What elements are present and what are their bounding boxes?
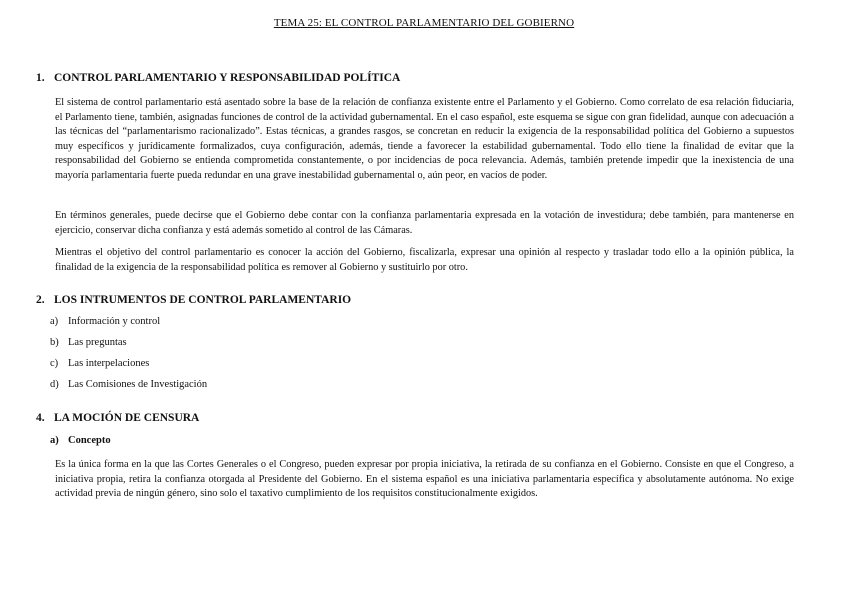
section-1-paragraph-3: Mientras el objetivo del control parlamentario es conocer la acción del Gobierno, fiscalizarla, expresar una opinión al respecto y trasladar todo ello a la opinión pública, la finalidad de la exigencia de la responsabilidad política es remover al Gobierno y sustituirlo por otro. [55, 247, 794, 273]
instruments-list [50, 315, 207, 399]
section-4-heading [36, 412, 199, 424]
list-item-text: Las preguntas [68, 337, 127, 348]
subsection-title: Concepto [68, 435, 111, 446]
list-item-text: Información y control [68, 316, 161, 327]
section-1-number: 1. [36, 72, 45, 84]
section-1-title: CONTROL PARLAMENTARIO Y RESPONSABILIDAD POLÍTICA [54, 72, 401, 84]
list-item [50, 315, 207, 336]
document-title: TEMA 25: EL CONTROL PARLAMENTARIO DEL GOBIERNO [273, 17, 575, 29]
section-4-title: LA MOCIÓN DE CENSURA [54, 412, 200, 424]
list-item-text: Las interpelaciones [68, 358, 150, 369]
section-4-paragraph: Es la única forma en la que las Cortes Generales o el Congreso, pueden expresar por propia iniciativa, la retirada de su confianza en el Gobierno. Consiste en que el Congreso, a iniciativa propia, retira la confianza otorgada al Presidente del Gobierno. En el sistema español es una iniciativa parlamentaria específica y absolutamente autónoma. No exige actividad previa de ningún género, sino solo el taxativo cumplimiento de los requisitos constitucionalmente exigidos. [55, 459, 794, 500]
list-item [50, 378, 207, 399]
list-item-letter: c) [50, 358, 59, 369]
subsection-heading [50, 435, 111, 446]
section-2-title: LOS INTRUMENTOS DE CONTROL PARLAMENTARIO [54, 294, 352, 306]
list-item [50, 357, 207, 378]
section-1-heading [36, 72, 400, 84]
section-4-number: 4. [36, 412, 45, 424]
list-item-text: Las Comisiones de Investigación [68, 379, 208, 390]
list-item-letter: b) [50, 337, 59, 348]
section-1-paragraph-1: El sistema de control parlamentario está asentado sobre la base de la relación de confianza existente entre el Parlamento y el Gobierno. Como correlato de esa relación fiduciaria, el Parlamento tiene, también, asignadas funciones de control de la actividad gubernamental. En el caso español, este esquema se sigue con gran fidelidad, aunque con adecuación a las técnicas del “parlamentarismo racionalizado”. Estas técnicas, a grandes rasgos, se concretan en reducir la exigencia de la responsabilidad política del Gobierno a supuestos muy específicos y jurídicamente formalizados, cuya configuración, además, tiende a favorecer la estabilidad gubernamental. Todo ello tiene la finalidad de evitar que la responsabilidad del Gobierno se entienda comprometida constantemente, o por incidencias de poca relevancia. Además, también pretende impedir que la inexistencia de una mayoría parlamentaria fuerte pueda redundar en una grave inestabilidad gubernamental o, aún peor, en vacíos de poder. [55, 97, 794, 181]
list-item [50, 336, 207, 357]
section-2-heading [36, 294, 351, 306]
list-item-letter: d) [50, 379, 59, 390]
subsection-letter: a) [50, 435, 59, 446]
list-item-letter: a) [50, 316, 59, 327]
section-1-paragraph-2: En términos generales, puede decirse que el Gobierno debe contar con la confianza parlamentaria expresada en la votación de investidura; debe también, para mantenerse en ejercicio, conservar dicha confianza y está además sometido al control de las Cámaras. [55, 210, 794, 236]
section-2-number: 2. [36, 294, 45, 306]
